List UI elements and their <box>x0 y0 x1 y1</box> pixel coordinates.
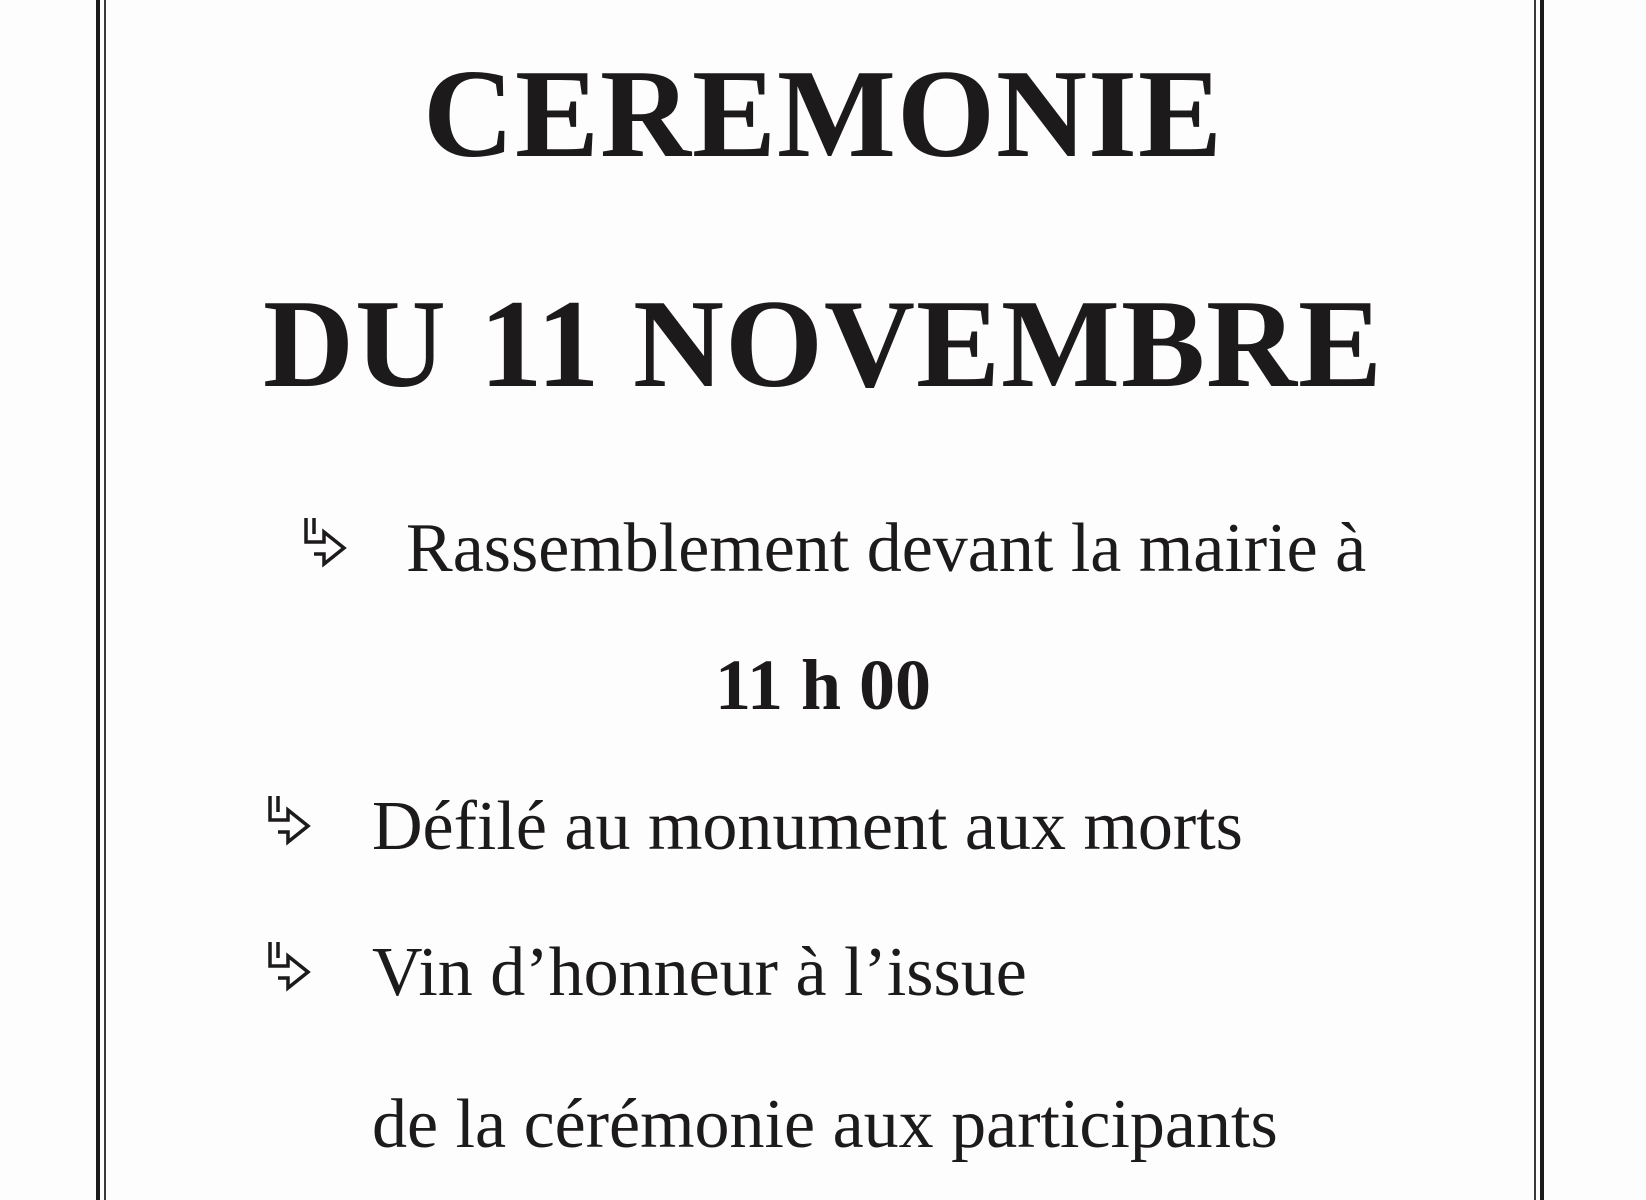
item-gathering-text: Rassemblement devant la mairie à <box>406 510 1367 587</box>
title-line-2: DU 11 NOVEMBRE <box>262 275 1384 414</box>
arrow-bullet-icon <box>264 790 324 850</box>
item-parade-text: Défilé au monument aux morts <box>372 788 1243 865</box>
item-reception-text: Vin d’honneur à l’issue <box>372 934 1027 1011</box>
arrow-bullet-icon <box>300 512 360 572</box>
title-line-1: CEREMONIE <box>422 45 1224 184</box>
arrow-bullet-icon <box>264 936 324 996</box>
item-reception-continuation: de la cérémonie aux participants <box>372 1086 1278 1163</box>
time-value: 11 h 00 <box>714 645 932 725</box>
